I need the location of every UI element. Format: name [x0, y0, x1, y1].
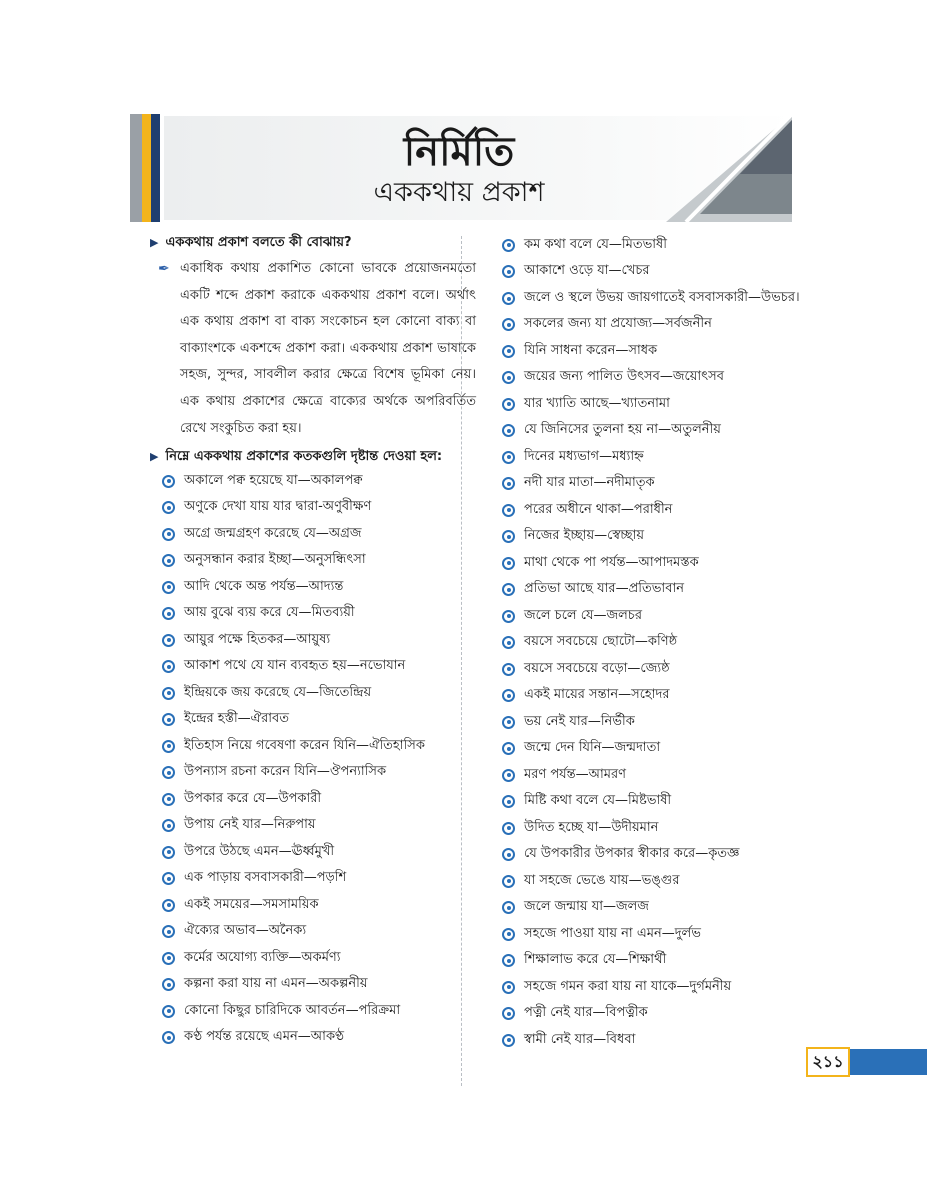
list-item [502, 550, 802, 577]
circle-bullet-icon [162, 740, 175, 753]
circle-bullet-icon [502, 345, 515, 358]
circle-bullet-icon [502, 875, 515, 888]
list-item [502, 1001, 802, 1028]
circle-bullet-icon [162, 872, 175, 885]
item-text: দিনের মধ্যভাগ—মধ্যাহ্ন [524, 448, 644, 464]
circle-bullet-icon [502, 371, 515, 384]
circle-bullet-icon [162, 501, 175, 514]
item-text: উপরে উঠছে এমন—ঊর্ধ্বমুখী [184, 843, 335, 859]
circle-bullet-icon [502, 583, 515, 596]
list-item [150, 574, 460, 601]
item-text: অনুসন্ধান করার ইচ্ছা—অনুসন্ধিৎসা [184, 552, 366, 568]
circle-bullet-icon [502, 901, 515, 914]
circle-bullet-icon [502, 451, 515, 464]
list-item [150, 839, 460, 866]
item-text: প্রতিভা আছে যার—প্রতিভাবান [524, 581, 684, 597]
circle-bullet-icon [502, 848, 515, 861]
list-item [150, 680, 460, 707]
circle-bullet-icon [502, 477, 515, 490]
list-item [502, 497, 802, 524]
list-item [502, 471, 802, 498]
circle-bullet-icon [502, 557, 515, 570]
left-example-list [150, 468, 460, 1051]
list-item [502, 815, 802, 842]
list-item [502, 418, 802, 445]
item-text: অকালে পক্ব হয়েছে যা—অকালপক্ব [184, 472, 363, 488]
list-item [150, 521, 460, 548]
list-item [502, 762, 802, 789]
item-text: মরণ পর্যন্ত—আমরণ [524, 766, 627, 782]
list-item [502, 974, 802, 1001]
list-item [502, 630, 802, 657]
list-item [150, 919, 460, 946]
list-item [150, 1025, 460, 1052]
list-item [502, 921, 802, 948]
circle-bullet-icon [502, 928, 515, 941]
list-item [150, 760, 460, 787]
item-text: সকলের জন্য যা প্রযোজ্য—সর্বজনীন [524, 316, 712, 332]
circle-bullet-icon [502, 1007, 515, 1020]
circle-bullet-icon [502, 769, 515, 782]
item-text: পরের অধীনে থাকা—পরাধীন [524, 501, 673, 517]
circle-bullet-icon [162, 1005, 175, 1018]
circle-bullet-icon [162, 978, 175, 991]
item-text: সহজে গমন করা যায় না যাকে—দুর্গমনীয় [524, 978, 732, 994]
item-text: ইতিহাস নিয়ে গবেষণা করেন যিনি—ঐতিহাসিক [184, 737, 425, 753]
item-text: বয়সে সবচেয়ে বড়ো—জ্যেষ্ঠ [524, 660, 670, 676]
circle-bullet-icon [162, 1031, 175, 1044]
circle-bullet-icon [502, 504, 515, 517]
item-text: জন্মে দেন যিনি—জন্মদাতা [524, 740, 661, 756]
item-text: আকাশে ওড়ে যা—খেচর [524, 263, 650, 279]
left-column [150, 232, 476, 1051]
header-banner [130, 114, 792, 222]
item-text: বয়সে সবচেয়ে ছোটো—কণিষ্ঠ [524, 634, 678, 650]
item-text: আয় বুঝে ব্যয় করে যে—মিতব্যয়ী [184, 605, 355, 621]
circle-bullet-icon [162, 819, 175, 832]
circle-bullet-icon [162, 581, 175, 594]
list-item [502, 444, 802, 471]
item-text: একই সময়ের—সমসাময়িক [184, 896, 319, 912]
examples-heading [150, 446, 460, 468]
circle-bullet-icon [502, 742, 515, 755]
list-item [502, 948, 802, 975]
item-text: যার খ্যাতি আছে—খ্যাতনামা [524, 395, 670, 411]
item-text: কণ্ঠ পর্যন্ত রয়েছে এমন—আকণ্ঠ [184, 1029, 345, 1045]
banner-stripe-yellow [142, 114, 151, 222]
circle-bullet-icon [502, 239, 515, 252]
item-text: মাথা থেকে পা পর্যন্ত—আপাদমস্তক [524, 554, 699, 570]
list-item [502, 683, 802, 710]
item-text: উপায় নেই যার—নিরুপায় [184, 817, 316, 833]
pen-icon: ✒ [158, 261, 170, 277]
circle-bullet-icon [502, 424, 515, 437]
list-item [150, 468, 460, 495]
circle-bullet-icon [502, 292, 515, 305]
circle-bullet-icon [502, 954, 515, 967]
item-text: নিজের ইচ্ছায়—স্বেচ্ছায় [524, 528, 645, 544]
list-item [502, 232, 802, 259]
item-text: সহজে পাওয়া যায় না এমন—দুর্লভ [524, 925, 701, 941]
item-text: জলে ও স্থলে উভয় জায়গাতেই বসবাসকারী—উভচর। [524, 290, 800, 305]
circle-bullet-icon [502, 716, 515, 729]
list-item [150, 654, 460, 681]
list-item [150, 786, 460, 813]
item-text: ইন্দ্রের হস্তী—ঐরাবত [184, 711, 290, 727]
circle-bullet-icon [162, 846, 175, 859]
circle-bullet-icon [162, 607, 175, 620]
item-text: নদী যার মাতা—নদীমাতৃক [524, 475, 655, 491]
page-number: ২১১ [806, 1047, 850, 1077]
circle-bullet-icon [162, 899, 175, 912]
item-text: আয়ুর পক্ষে হিতকর—আয়ুষ্য [184, 631, 331, 647]
item-text: উদিত হচ্ছে যা—উদীয়মান [524, 819, 659, 835]
item-text: যে উপকারীর উপকার স্বীকার করে—কৃতজ্ঞ [524, 846, 740, 862]
circle-bullet-icon [502, 822, 515, 835]
list-item [502, 524, 802, 551]
item-text: কোনো কিছুর চারিদিকে আবর্তন—পরিক্রমা [184, 1002, 401, 1018]
page-title: নির্মিতি [403, 129, 515, 175]
item-text: কর্মের অযোগ্য ব্যক্তি—অকর্মণ্য [184, 949, 341, 965]
item-text: আদি থেকে অন্ত পর্যন্ত—আদ্যন্ত [184, 578, 344, 594]
list-item [502, 312, 802, 339]
item-text: যিনি সাধনা করেন—সাধক [524, 342, 658, 358]
item-text: অগ্রে জন্মগ্রহণ করেছে যে—অগ্রজ [184, 525, 362, 541]
circle-bullet-icon [502, 398, 515, 411]
list-item [502, 656, 802, 683]
item-text: কম কথা বলে যে—মিতভাষী [524, 236, 667, 252]
circle-bullet-icon [162, 660, 175, 673]
question-heading [150, 232, 460, 254]
item-text: জলে জন্মায় যা—জলজ [524, 899, 649, 915]
list-item [502, 709, 802, 736]
list-item [150, 707, 460, 734]
circle-bullet-icon [502, 610, 515, 623]
list-item [150, 733, 460, 760]
list-item [150, 945, 460, 972]
examples-heading-text: নিম্নে এককথায় প্রকাশের কতকগুলি দৃষ্টান্ত দেওয়া হল: [165, 449, 443, 465]
list-item [502, 1027, 802, 1054]
list-item [502, 259, 802, 286]
list-item [502, 365, 802, 392]
list-item [502, 842, 802, 869]
right-column [502, 232, 802, 1054]
list-item [150, 866, 460, 893]
circle-bullet-icon [502, 689, 515, 702]
list-item [150, 998, 460, 1025]
item-text: শিক্ষালাভ করে যে—শিক্ষার্থী [524, 952, 667, 968]
circle-bullet-icon [162, 713, 175, 726]
list-item [150, 495, 460, 522]
circle-bullet-icon [162, 687, 175, 700]
item-text: একই মায়ের সন্তান—সহোদর [524, 687, 670, 703]
list-item [150, 548, 460, 575]
item-text: ইন্দ্রিয়কে জয় করেছে যে—জিতেন্দ্রিয় [184, 684, 372, 700]
question-text: এককথায় প্রকাশ বলতে কী বোঝায়? [165, 235, 352, 250]
list-item [502, 285, 802, 312]
item-text: জলে চলে যে—জলচর [524, 607, 642, 623]
triangle-bullet-icon: ▶ [150, 450, 159, 464]
list-item [150, 601, 460, 628]
circle-bullet-icon [502, 636, 515, 649]
circle-bullet-icon [502, 663, 515, 676]
circle-bullet-icon [162, 952, 175, 965]
item-text: জয়ের জন্য পালিত উৎসব—জয়োৎসব [524, 369, 724, 385]
circle-bullet-icon [502, 795, 515, 808]
item-text: উপন্যাস রচনা করেন যিনি—ঔপন্যাসিক [184, 764, 387, 780]
item-text: ভয় নেই যার—নির্ভীক [524, 713, 635, 729]
circle-bullet-icon [162, 554, 175, 567]
item-text: ঐক্যের অভাব—অনৈক্য [184, 923, 307, 939]
triangle-bullet-icon: ▶ [150, 236, 159, 249]
circle-bullet-icon [162, 766, 175, 779]
list-item [150, 813, 460, 840]
list-item [502, 577, 802, 604]
list-item [502, 338, 802, 365]
answer-paragraph [158, 256, 476, 442]
item-text: মিষ্টি কথা বলে যে—মিষ্টভাষী [524, 793, 672, 809]
circle-bullet-icon [502, 981, 515, 994]
item-text: কল্পনা করা যায় না এমন—অকল্পনীয় [184, 976, 368, 992]
list-item [150, 892, 460, 919]
item-text: যা সহজে ভেঙে যায়—ভঙ্গুর [524, 872, 680, 888]
item-text: উপকার করে যে—উপকারী [184, 790, 322, 806]
item-text: যে জিনিসের তুলনা হয় না—অতুলনীয় [524, 422, 721, 438]
list-item [502, 868, 802, 895]
page-number-tab [806, 1047, 927, 1075]
list-item [502, 603, 802, 630]
item-text: স্বামী নেই যার—বিধবা [524, 1031, 636, 1047]
item-text: আকাশ পথে যে যান ব্যবহৃত হয়—নভোযান [184, 658, 406, 674]
list-item [150, 972, 460, 999]
answer-text: একাধিক কথায় প্রকাশিত কোনো ভাবকে প্রয়োজনমতো একটি শব্দে প্রকাশ করাকে এককথায় প্রকাশ বলে। অর্থাৎ এক কথায় প্রকাশ বা বাক্য সংকোচন হল কোনো বাক্য বা বাক্যাংশকে একশব্দে প্রকাশ করা। এককথায় প্রকাশ ভাষাকে সহজ, সুন্দর, সাবলীল করার ক্ষেত্রে বিশেষ ভূমিকা নেয়। এক কথায় প্রকাশের ক্ষেত্রে বাক্যের অর্থকে অপরিবর্তিত রেখে সংকুচিত করা হয়। [180, 261, 476, 436]
circle-bullet-icon [502, 318, 515, 331]
list-item [502, 789, 802, 816]
circle-bullet-icon [162, 528, 175, 541]
list-item [502, 736, 802, 763]
page-tab-bar [850, 1049, 927, 1075]
circle-bullet-icon [162, 634, 175, 647]
banner-stripe-grey [130, 114, 142, 222]
circle-bullet-icon [502, 530, 515, 543]
list-item [150, 627, 460, 654]
item-text: অণুকে দেখা যায় যার দ্বারা-অণুবীক্ষণ [184, 499, 372, 515]
banner-stripe-navy [151, 114, 160, 222]
circle-bullet-icon [162, 475, 175, 488]
circle-bullet-icon [502, 265, 515, 278]
item-text: পত্নী নেই যার—বিপত্নীক [524, 1005, 648, 1021]
list-item [502, 895, 802, 922]
item-text: এক পাড়ায় বসবাসকারী—পড়শি [184, 870, 347, 886]
list-item [502, 391, 802, 418]
page-subtitle: এককথায় প্রকাশ [373, 177, 545, 208]
circle-bullet-icon [162, 925, 175, 938]
circle-bullet-icon [162, 793, 175, 806]
circle-bullet-icon [502, 1034, 515, 1047]
